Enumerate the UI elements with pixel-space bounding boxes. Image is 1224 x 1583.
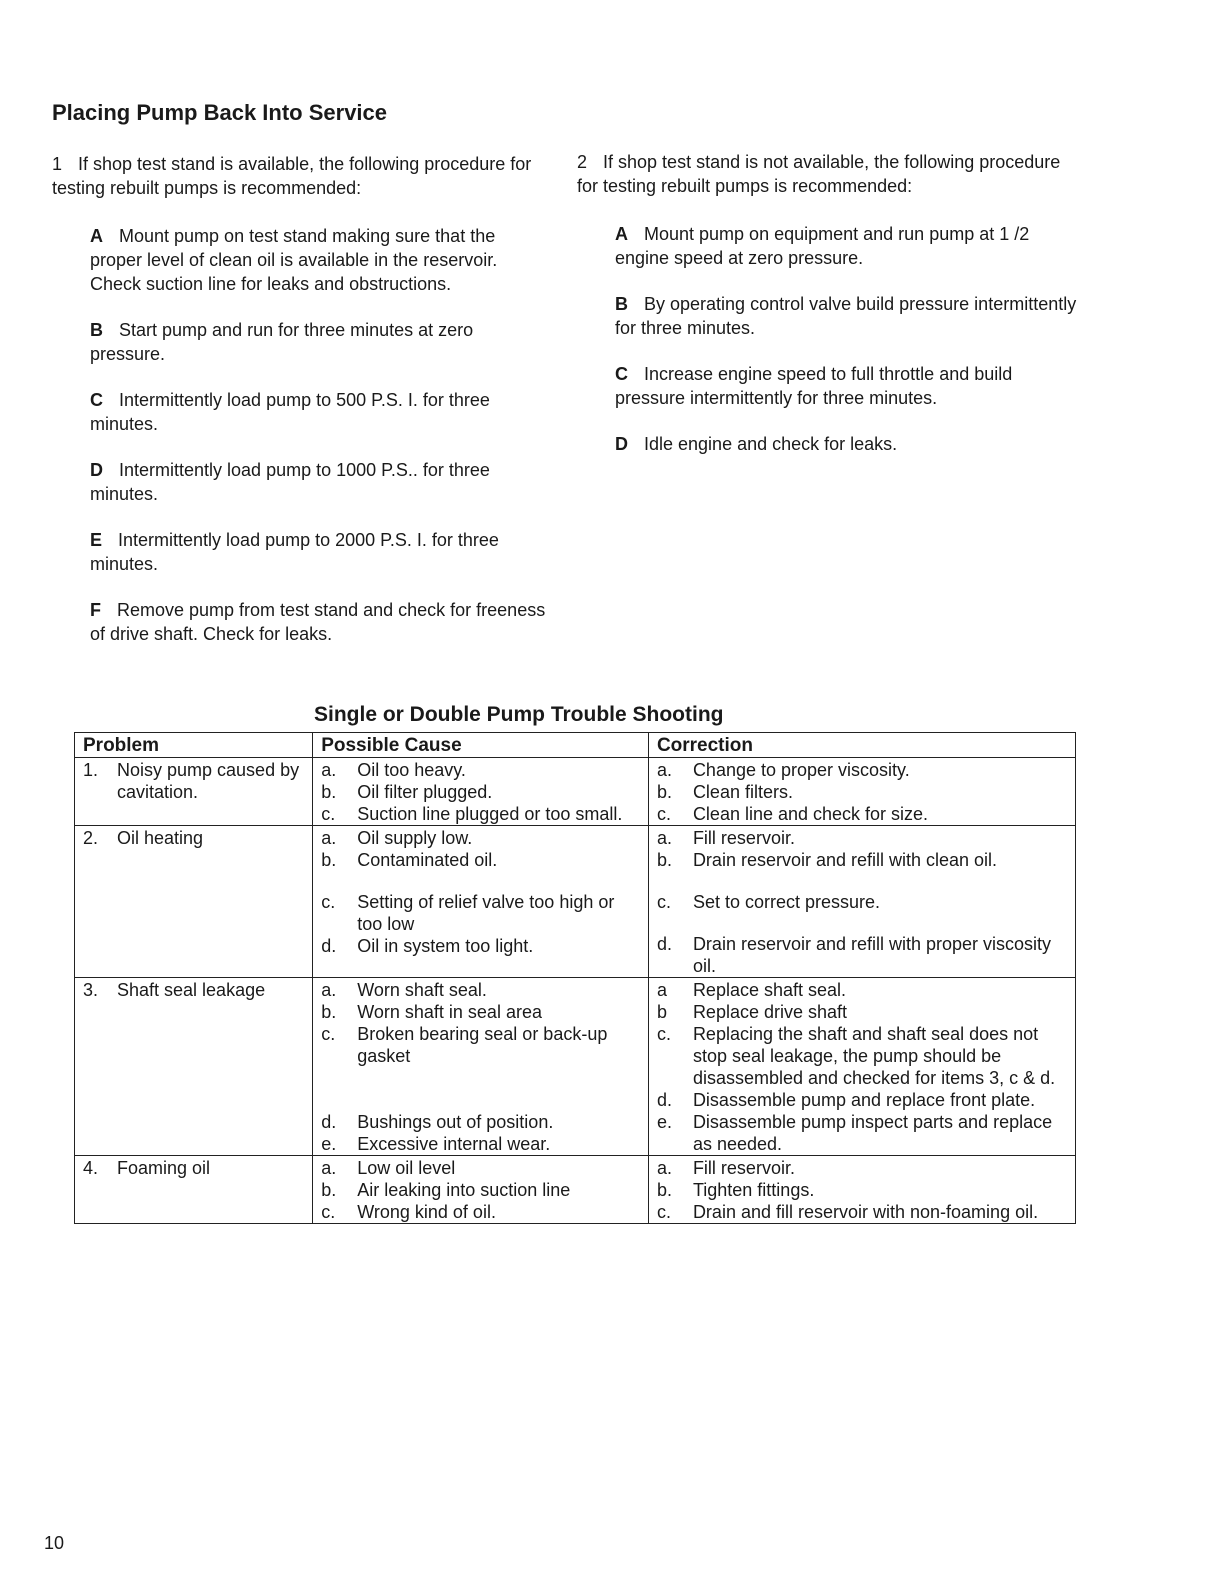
- correction-text: Change to proper viscosity.: [692, 760, 910, 780]
- correction-cell: [648, 978, 1075, 1156]
- step-letter: B: [90, 320, 103, 340]
- procedure-intro-text: If shop test stand is available, the following procedure for testing rebuilt pumps is recommended:: [52, 154, 532, 198]
- table-row: [75, 758, 1076, 826]
- step-text: Start pump and run for three minutes at zero pressure.: [90, 320, 474, 364]
- cause-letter: a.: [321, 980, 337, 1000]
- step-letter: C: [615, 364, 628, 384]
- table-header-row: [75, 733, 1076, 758]
- procedure-step: [90, 528, 552, 576]
- correction-cell: [648, 826, 1075, 978]
- procedure-steps: [90, 224, 552, 646]
- procedure-step: [615, 222, 1077, 270]
- problem-text: Oil heating: [117, 828, 204, 848]
- procedure-step: [90, 224, 552, 296]
- cause-text: Bushings out of position.: [357, 1112, 554, 1132]
- header-problem: Problem: [75, 733, 313, 758]
- procedure-steps: [615, 222, 1077, 456]
- correction-text: Clean line and check for size.: [692, 804, 929, 824]
- problem-number: 2.: [83, 828, 99, 848]
- procedure-step: [90, 388, 552, 436]
- cause-letter: d.: [321, 936, 337, 956]
- procedure-intro-text: If shop test stand is not available, the following procedure for testing rebuilt pumps is recommended:: [577, 152, 1061, 196]
- correction-letter: e.: [656, 1112, 672, 1132]
- correction-letter: a.: [656, 760, 672, 780]
- cause-text: Excessive internal wear.: [357, 1134, 551, 1154]
- cause-text: Suction line plugged or too small.: [357, 804, 623, 824]
- step-text: By operating control valve build pressure intermittently for three minutes.: [615, 294, 1077, 338]
- correction-text: Replacing the shaft and shaft seal does not stop seal leakage, the pump should be disassembled and checked for items 3, c & d.: [692, 1024, 1056, 1088]
- page-number: 10: [44, 1533, 65, 1553]
- correction-cell: [648, 1156, 1075, 1224]
- problem-number: 1.: [83, 760, 99, 780]
- correction-letter: c.: [656, 804, 671, 824]
- procedure-step: [90, 458, 552, 506]
- step-letter: D: [615, 434, 628, 454]
- step-letter: C: [90, 390, 103, 410]
- correction-text: Drain and fill reservoir with non-foaming oil.: [692, 1202, 1039, 1222]
- problem-number: 3.: [83, 980, 99, 1000]
- procedure-without-test-stand: [577, 150, 1077, 478]
- correction-text: Replace drive shaft: [692, 1002, 848, 1022]
- step-text: Increase engine speed to full throttle and build pressure intermittently for three minutes.: [615, 364, 1013, 408]
- cause-text: Low oil level: [357, 1158, 456, 1178]
- correction-letter: c.: [656, 1202, 671, 1222]
- cause-text: Worn shaft in seal area: [357, 1002, 542, 1022]
- table-title: Single or Double Pump Trouble Shooting: [314, 703, 724, 726]
- cause-letter: b.: [321, 1180, 337, 1200]
- problem-text: Foaming oil: [117, 1158, 211, 1178]
- step-letter: D: [90, 460, 103, 480]
- problem-cell: [75, 758, 313, 826]
- step-letter: B: [615, 294, 628, 314]
- section-title: Placing Pump Back Into Service: [52, 100, 388, 125]
- correction-cell: [648, 758, 1075, 826]
- problem-cell: [75, 1156, 313, 1224]
- step-text: Intermittently load pump to 1000 P.S.. for three minutes.: [90, 460, 490, 504]
- step-text: Intermittently load pump to 500 P.S. I. for three minutes.: [90, 390, 490, 434]
- correction-text: Tighten fittings.: [692, 1180, 815, 1200]
- correction-text: Replace shaft seal.: [692, 980, 847, 1000]
- procedure-step: [90, 598, 552, 646]
- cause-text: Wrong kind of oil.: [357, 1202, 496, 1222]
- step-letter: A: [615, 224, 628, 244]
- cause-text: Oil too heavy.: [357, 760, 466, 780]
- table-row: [75, 826, 1076, 978]
- cause-cell: [313, 758, 649, 826]
- correction-text: Fill reservoir.: [692, 828, 795, 848]
- cause-text: Broken bearing seal or back-up gasket: [357, 1024, 608, 1066]
- step-text: Idle engine and check for leaks.: [644, 434, 898, 454]
- cause-cell: [313, 978, 649, 1156]
- cause-text: Contaminated oil.: [357, 850, 498, 870]
- correction-letter: b: [656, 1002, 667, 1022]
- cause-letter: a.: [321, 828, 337, 848]
- cause-letter: a.: [321, 760, 337, 780]
- procedure-number: 2: [577, 152, 588, 172]
- header-correction: Correction: [648, 733, 1075, 758]
- cause-letter: b.: [321, 1002, 337, 1022]
- cause-text: Air leaking into suction line: [357, 1180, 571, 1200]
- cause-text: Setting of relief valve too high or too low: [357, 892, 615, 934]
- step-text: Mount pump on equipment and run pump at 1 /2 engine speed at zero pressure.: [615, 224, 1030, 268]
- problem-cell: [75, 826, 313, 978]
- correction-text: Drain reservoir and refill with proper viscosity oil.: [692, 934, 1052, 976]
- correction-letter: c.: [656, 892, 671, 912]
- cause-letter: b.: [321, 850, 337, 870]
- cause-letter: b.: [321, 782, 337, 802]
- procedure-with-test-stand: [52, 152, 552, 668]
- correction-letter: d.: [656, 1090, 672, 1110]
- procedure-step: [615, 292, 1077, 340]
- cause-cell: [313, 1156, 649, 1224]
- cause-letter: c.: [321, 804, 336, 824]
- step-letter: E: [90, 530, 103, 550]
- step-letter: F: [90, 600, 101, 620]
- cause-cell: [313, 826, 649, 978]
- correction-letter: a: [656, 980, 667, 1000]
- correction-letter: a.: [656, 828, 672, 848]
- problem-text: Shaft seal leakage: [117, 980, 266, 1000]
- problem-text: Noisy pump caused by cavitation.: [117, 760, 300, 802]
- correction-text: Clean filters.: [692, 782, 793, 802]
- table-row: [75, 1156, 1076, 1224]
- correction-letter: b.: [656, 850, 672, 870]
- step-letter: A: [90, 226, 103, 246]
- correction-letter: b.: [656, 782, 672, 802]
- correction-letter: c.: [656, 1024, 671, 1044]
- correction-text: Disassemble pump and replace front plate.: [692, 1090, 1036, 1110]
- cause-text: Oil filter plugged.: [357, 782, 493, 802]
- cause-letter: c.: [321, 892, 336, 912]
- correction-letter: d.: [656, 934, 672, 954]
- cause-letter: a.: [321, 1158, 337, 1178]
- correction-text: Fill reservoir.: [692, 1158, 795, 1178]
- cause-letter: c.: [321, 1202, 336, 1222]
- procedure-intro: [577, 150, 1077, 198]
- cause-letter: e.: [321, 1134, 337, 1154]
- correction-text: Drain reservoir and refill with clean oil.: [692, 850, 998, 870]
- correction-text: Set to correct pressure.: [692, 892, 881, 912]
- correction-letter: b.: [656, 1180, 672, 1200]
- procedure-step: [90, 318, 552, 366]
- correction-letter: a.: [656, 1158, 672, 1178]
- cause-text: Oil in system too light.: [357, 936, 534, 956]
- cause-letter: d.: [321, 1112, 337, 1132]
- step-text: Intermittently load pump to 2000 P.S. I. for three minutes.: [90, 530, 499, 574]
- problem-number: 4.: [83, 1158, 99, 1178]
- procedure-intro: [52, 152, 552, 200]
- header-possible-cause: Possible Cause: [313, 733, 649, 758]
- step-text: Remove pump from test stand and check for freeness of drive shaft. Check for leaks.: [90, 600, 546, 644]
- cause-text: Worn shaft seal.: [357, 980, 487, 1000]
- table-row: [75, 978, 1076, 1156]
- troubleshooting-table: [74, 732, 1076, 1224]
- procedure-step: [615, 432, 1077, 456]
- cause-text: Oil supply low.: [357, 828, 473, 848]
- procedure-number: 1: [52, 154, 63, 174]
- cause-letter: c.: [321, 1024, 336, 1044]
- step-text: Mount pump on test stand making sure that the proper level of clean oil is available in the reservoir. Check suction line for leaks and obstructions.: [90, 226, 498, 294]
- correction-text: Disassemble pump inspect parts and replace as needed.: [692, 1112, 1053, 1154]
- problem-cell: [75, 978, 313, 1156]
- procedure-step: [615, 362, 1077, 410]
